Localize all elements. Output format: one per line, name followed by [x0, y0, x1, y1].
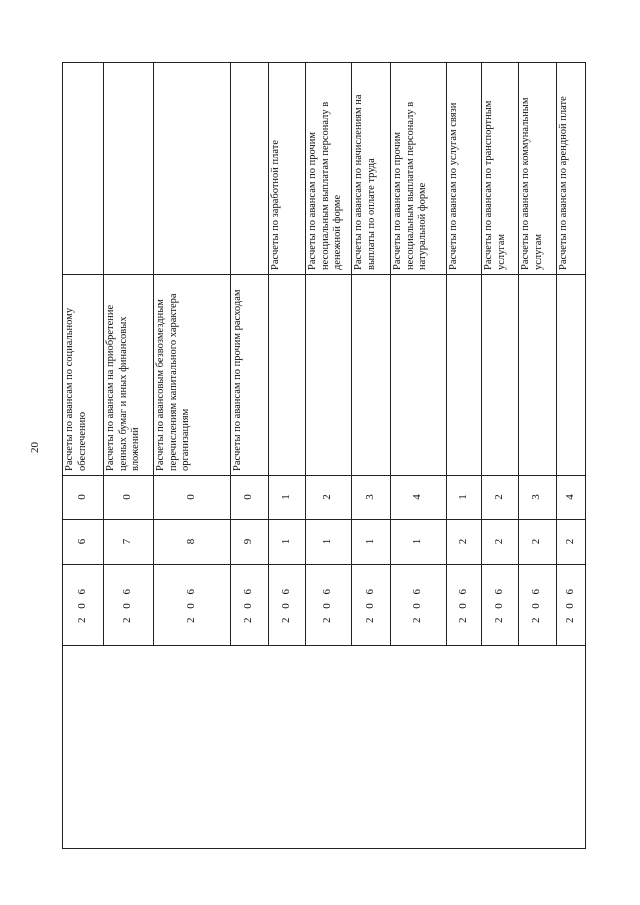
- account-subname: [556, 62, 586, 274]
- account-name: [305, 274, 351, 475]
- account-name: [518, 274, 556, 475]
- account-subname: [481, 62, 518, 274]
- account-subname: [103, 62, 153, 274]
- digit-group: [103, 519, 153, 564]
- digit-subgroup-text: 3: [363, 494, 376, 500]
- account-code-text: 2 0 6: [121, 586, 134, 623]
- account-code: [268, 564, 305, 645]
- account-code-text: 2 0 6: [411, 586, 424, 623]
- digit-subgroup-text: 3: [530, 494, 543, 500]
- account-code: [390, 564, 446, 645]
- digit-subgroup-text: 0: [75, 494, 88, 500]
- account-name: [62, 274, 103, 475]
- account-code: [103, 564, 153, 645]
- account-code-text: 2 0 6: [492, 586, 505, 623]
- account-name: [268, 274, 305, 475]
- account-name: [390, 274, 446, 475]
- digit-subgroup-text: 1: [279, 494, 292, 500]
- digit-group-text: 2: [564, 538, 577, 545]
- account-code: [230, 564, 268, 645]
- account-name-text: [446, 274, 481, 475]
- digit-group: [62, 519, 103, 564]
- column-divider: [62, 645, 586, 646]
- digit-group: [481, 519, 518, 564]
- account-name-text: [556, 274, 586, 475]
- account-name-text: Расчеты по авансам по прочим расходам: [232, 289, 243, 471]
- account-name: [446, 274, 481, 475]
- digit-subgroup: [62, 475, 103, 519]
- account-code-text: 2 0 6: [363, 586, 376, 623]
- account-subname: [230, 62, 268, 274]
- digit-subgroup-text: 4: [411, 494, 424, 500]
- digit-group-text: 8: [184, 538, 197, 545]
- account-code: [351, 564, 390, 645]
- digit-subgroup: [446, 475, 481, 519]
- digit-group-text: 1: [279, 538, 292, 545]
- digit-subgroup: [556, 475, 586, 519]
- digit-group-text: 2: [456, 538, 469, 545]
- account-code-text: 2 0 6: [456, 586, 469, 623]
- digit-group: [446, 519, 481, 564]
- digit-subgroup: [103, 475, 153, 519]
- digit-group-text: 1: [411, 538, 424, 545]
- account-code: [62, 564, 103, 645]
- account-name-text: Расчеты по авансам по социальному обеспечению: [64, 307, 88, 471]
- account-subname: [446, 62, 481, 274]
- digit-subgroup: [305, 475, 351, 519]
- digit-subgroup: [481, 475, 518, 519]
- digit-subgroup: [518, 475, 556, 519]
- account-subname-text: Расчеты по заработной плате: [270, 139, 281, 270]
- account-subname: [305, 62, 351, 274]
- account-name-text: Расчеты по авансам на приобретение ценных бумаг и иных финансовых вложений: [105, 304, 142, 471]
- account-subname-text: Расчеты по авансам по услугам связи: [448, 102, 459, 270]
- account-name-text: [351, 274, 390, 475]
- digit-group: [230, 519, 268, 564]
- digit-group: [351, 519, 390, 564]
- account-name-text: [268, 274, 305, 475]
- account-code: [518, 564, 556, 645]
- digit-subgroup: [351, 475, 390, 519]
- account-subname: [390, 62, 446, 274]
- digit-subgroup: [390, 475, 446, 519]
- digit-group-text: 7: [121, 538, 134, 545]
- account-subname-text: Расчеты по авансам по коммунальным услугам: [520, 97, 544, 270]
- account-subname-text: [230, 62, 268, 274]
- digit-group-text: 9: [242, 538, 255, 545]
- account-subname: [268, 62, 305, 274]
- account-code-text: 2 0 6: [321, 586, 334, 623]
- account-subname: [62, 62, 103, 274]
- digit-subgroup: [153, 475, 230, 519]
- digit-subgroup: [268, 475, 305, 519]
- digit-subgroup: [230, 475, 268, 519]
- account-name: [351, 274, 390, 475]
- digit-group: [390, 519, 446, 564]
- account-code-text: 2 0 6: [242, 586, 255, 623]
- account-name-text: Расчеты по авансовым безвозмездным перечислениям капитального характера организациям: [155, 293, 192, 471]
- page-number: 20: [29, 442, 41, 453]
- digit-subgroup-text: 0: [184, 494, 197, 500]
- account-subname-text: Расчеты по авансам по транспортным услугам: [483, 100, 507, 270]
- digit-group-text: 1: [363, 538, 376, 545]
- account-subname-text: Расчеты по авансам по прочим несоциальным выплатам персоналу в денежной форме: [307, 101, 344, 270]
- account-code: [446, 564, 481, 645]
- digit-group-text: 1: [321, 538, 334, 545]
- account-subname-text: Расчеты по авансам по арендной плате: [558, 96, 569, 270]
- account-subname-text: [153, 62, 230, 274]
- digit-group: [556, 519, 586, 564]
- account-code-text: 2 0 6: [184, 586, 197, 623]
- digit-group-text: 6: [75, 538, 88, 545]
- digit-subgroup-text: 2: [492, 494, 505, 500]
- account-name-text: [481, 274, 518, 475]
- account-subname-text: Расчеты по авансам по начислениям на выплаты по оплате труда: [353, 94, 377, 270]
- account-name-text: [390, 274, 446, 475]
- digit-group-text: 2: [530, 538, 543, 545]
- account-name-text: [518, 274, 556, 475]
- digit-group-text: 2: [492, 538, 505, 545]
- account-code-text: 2 0 6: [530, 586, 543, 623]
- account-code: [481, 564, 518, 645]
- digit-group: [518, 519, 556, 564]
- account-name: [103, 274, 153, 475]
- account-code: [556, 564, 586, 645]
- digit-subgroup-text: 4: [564, 494, 577, 500]
- account-code: [153, 564, 230, 645]
- digit-group: [268, 519, 305, 564]
- digit-group: [153, 519, 230, 564]
- digit-subgroup-text: 1: [456, 494, 469, 500]
- accounts-table: [62, 62, 586, 849]
- account-name: [556, 274, 586, 475]
- account-subname: [153, 62, 230, 274]
- account-subname-text: Расчеты по авансам по прочим несоциальным выплатам персоналу в натуральной форме: [392, 101, 429, 270]
- digit-subgroup-text: 2: [321, 494, 334, 500]
- account-code-text: 2 0 6: [564, 586, 577, 623]
- account-name-text: [305, 274, 351, 475]
- account-subname-text: [62, 62, 103, 274]
- account-name: [153, 274, 230, 475]
- account-code: [305, 564, 351, 645]
- account-subname-text: [103, 62, 153, 274]
- account-subname: [518, 62, 556, 274]
- digit-subgroup-text: 0: [242, 494, 255, 500]
- account-name: [230, 274, 268, 475]
- account-code-text: 2 0 6: [279, 586, 292, 623]
- digit-group: [305, 519, 351, 564]
- digit-subgroup-text: 0: [121, 494, 134, 500]
- account-subname: [351, 62, 390, 274]
- account-code-text: 2 0 6: [75, 586, 88, 623]
- account-name: [481, 274, 518, 475]
